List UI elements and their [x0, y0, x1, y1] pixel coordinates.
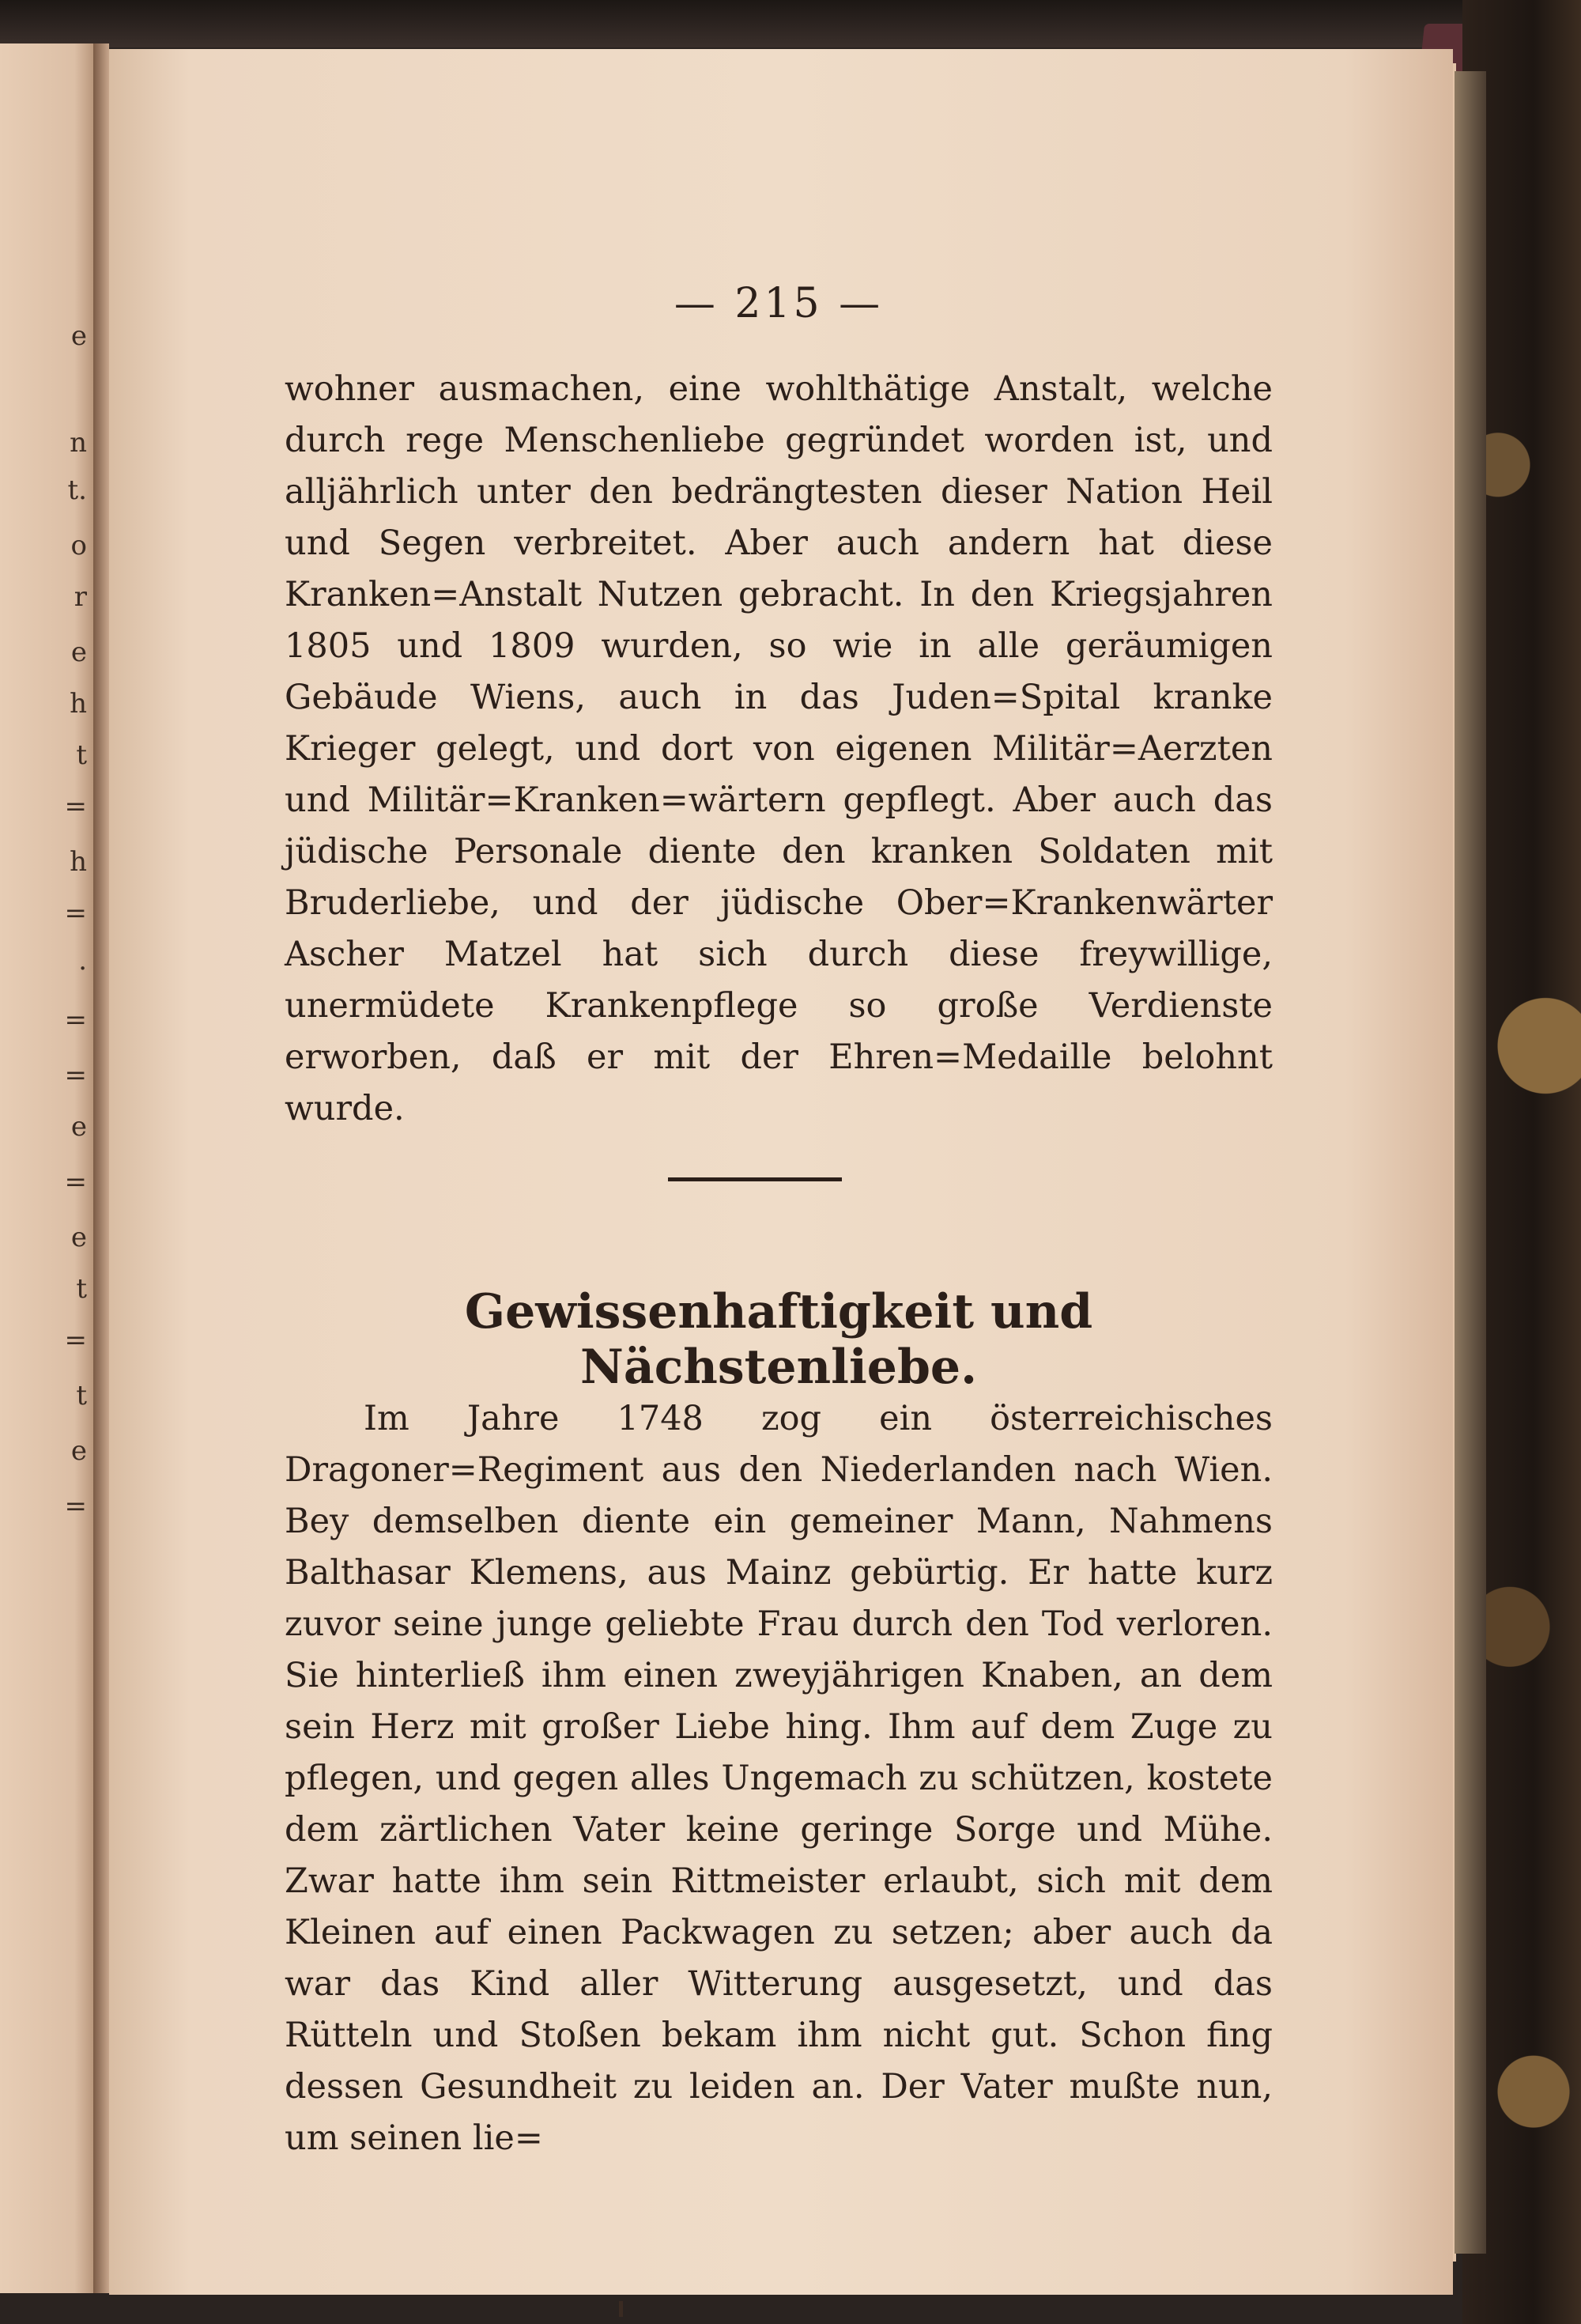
section-divider	[668, 1177, 842, 1181]
book-page	[109, 49, 1453, 2295]
page-number: — 215 —	[674, 280, 884, 327]
section-heading: Gewissenhaftigkeit und Nächstenliebe.	[464, 1284, 1093, 1395]
edge-letter: h	[70, 688, 87, 720]
edge-letter: t.	[67, 474, 87, 506]
edge-letter: =	[64, 897, 87, 929]
edge-letter: =	[64, 1004, 87, 1036]
edge-letter: e	[70, 1222, 87, 1253]
edge-letter: t	[76, 1380, 87, 1411]
edge-letter: e	[70, 1435, 87, 1467]
section-paragraph-block	[285, 1393, 1273, 2164]
edge-letter: t	[76, 1273, 87, 1305]
book-gutter	[93, 43, 109, 2293]
continuation-paragraph: wohner ausmachen, eine wohlthätige Anstalt, welche durch rege Menschenliebe gegründet worden ist, und alljährlich unter den bedrängtesten dieser Nation Heil und Segen verbreitet. Aber auch andern hat diese Kranken=Anstalt Nutzen gebracht. In den Kriegsjahren 1805 und 1809 wurden, so wie in alle geräumigen Gebäude Wiens, auch in das Juden=Spital kranke Krieger gelegt, und dort von eigenen Militär=Aerzten und Militär=Kranken=wärtern gepflegt. Aber auch das jüdische Personale diente den kranken Soldaten mit Bruderliebe, und der jüdische Ober=Krankenwärter Ascher Matzel hat sich durch diese freywillige, unermüdete Krankenpflege so große Verdienste erworben, daß er mit der Ehren=Medaille belohnt wurde.	[285, 369, 1273, 1128]
page-shadow	[1455, 71, 1486, 2254]
edge-letter: ·	[78, 953, 87, 984]
edge-letter: =	[64, 791, 87, 822]
previous-page-edge	[0, 43, 95, 2293]
edge-letter: n	[70, 427, 87, 459]
section-paragraph: Im Jahre 1748 zog ein österreichisches Dragoner=Regiment aus den Niederlanden nach Wien. Bey demselben diente ein gemeiner Mann, Nahmens Balthasar Klemens, aus Mainz gebürtig. Er hatte kurz zuvor seine junge geliebte Frau durch den Tod verloren. Sie hinterließ ihm einen zweyjährigen Knaben, an dem sein Herz mit großer Liebe hing. Ihm auf dem Zuge zu pflegen, und gegen alles Ungemach zu schützen, kostete dem zärtlichen Vater keine geringe Sorge und Mühe. Zwar hatte ihm sein Rittmeister erlaubt, sich mit dem Kleinen auf einen Packwagen zu setzen; aber auch da war das Kind aller Witterung ausgesetzt, und das Rütteln und Stoßen bekam ihm nicht gut. Schon fing dessen Gesundheit zu leiden an. Der Vater mußte nun, um seinen lie=	[285, 1399, 1273, 2158]
continuation-paragraph-block	[285, 364, 1273, 1135]
edge-letter: e	[70, 637, 87, 668]
edge-letter: =	[64, 1166, 87, 1198]
edge-letter: =	[64, 1324, 87, 1356]
edge-letter: e	[70, 1111, 87, 1143]
edge-letter: o	[70, 530, 87, 561]
book-cover-top	[0, 0, 1581, 47]
edge-letter: =	[64, 1491, 87, 1522]
edge-letter: h	[70, 846, 87, 878]
edge-letter: t	[76, 739, 87, 771]
edge-letter: =	[64, 1060, 87, 1091]
previous-page-letters	[0, 43, 93, 2293]
stray-ink-mark	[619, 2301, 623, 2317]
edge-letter: e	[70, 320, 87, 352]
edge-letter: r	[74, 581, 87, 613]
